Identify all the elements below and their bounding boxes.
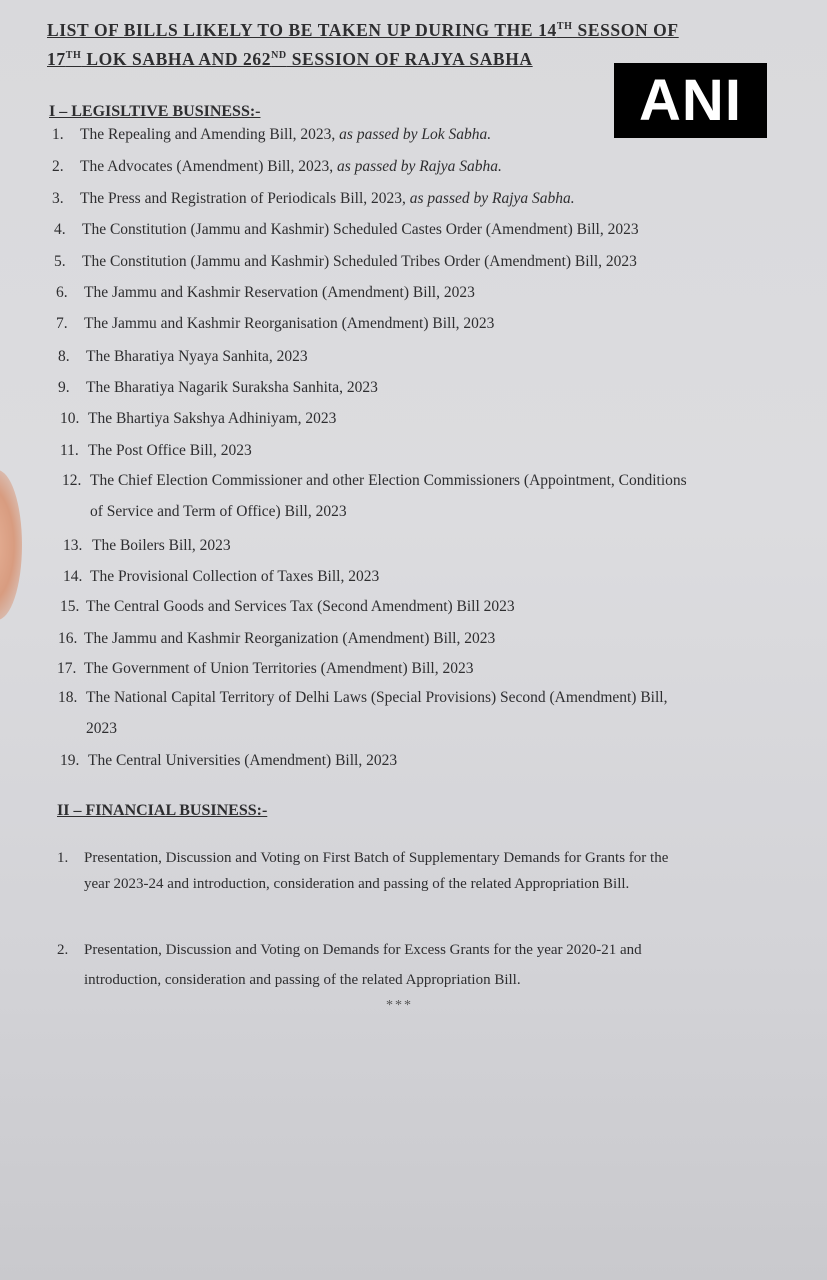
bill-title: The Constitution (Jammu and Kashmir) Scheduled Castes Order (Amendment) Bill, 2023 — [82, 221, 639, 238]
bill-number: 15. — [60, 598, 80, 615]
bill-number: 3. — [52, 190, 64, 207]
financial-item-continuation: introduction, consideration and passing of the related Appropriation Bill. — [84, 972, 521, 988]
bill-item — [63, 537, 231, 555]
bill-item — [58, 630, 495, 648]
bill-number: 1. — [52, 126, 64, 143]
bill-number: 6. — [56, 284, 68, 301]
ani-logo: ANI — [614, 63, 767, 138]
bill-title: The Repealing and Amending Bill, 2023, — [80, 126, 340, 143]
bill-number: 19. — [60, 752, 80, 769]
bill-number: 9. — [58, 379, 70, 396]
bill-item — [58, 379, 378, 397]
bill-number: 7. — [56, 315, 68, 332]
bill-item — [63, 568, 379, 586]
bill-title: The Government of Union Territories (Amendment) Bill, 2023 — [84, 660, 474, 677]
bill-title: The Bharatiya Nagarik Suraksha Sanhita, 2023 — [86, 379, 378, 396]
bill-item — [90, 503, 347, 521]
bill-item — [58, 689, 667, 707]
bill-item — [60, 410, 336, 428]
financial-item-text: Presentation, Discussion and Voting on First Batch of Supplementary Demands for Grants for the — [84, 850, 669, 866]
financial-item-number: 2. — [57, 942, 69, 958]
financial-item-text: Presentation, Discussion and Voting on Demands for Excess Grants for the year 2020-21 and — [84, 942, 642, 958]
bill-item — [56, 315, 494, 333]
financial-heading: II – FINANCIAL BUSINESS:- — [57, 802, 268, 819]
document-title-line1: LIST OF BILLS LIKELY TO BE TAKEN UP DURING THE 14TH SESSON OF — [47, 20, 679, 40]
bill-status-note: as passed by Rajya Sabha. — [337, 158, 502, 175]
bill-title: 2023 — [86, 720, 117, 737]
bill-title: The Provisional Collection of Taxes Bill, 2023 — [90, 568, 380, 585]
bill-title: The Jammu and Kashmir Reorganisation (Amendment) Bill, 2023 — [84, 315, 495, 332]
bill-item — [86, 720, 117, 738]
bill-title: The Constitution (Jammu and Kashmir) Scheduled Tribes Order (Amendment) Bill, 2023 — [82, 253, 637, 270]
bill-item — [60, 598, 515, 616]
bill-title: The National Capital Territory of Delhi Laws (Special Provisions) Second (Amendment) Bill, — [86, 689, 668, 706]
legislative-heading: I – LEGISLTIVE BUSINESS:- — [49, 103, 261, 120]
bill-title: The Boilers Bill, 2023 — [92, 537, 231, 554]
financial-item-continuation: year 2023-24 and introduction, consideration and passing of the related Appropriation Bill. — [84, 876, 630, 892]
document-title-line2: 17TH LOK SABHA AND 262ND SESSION OF RAJYA SABHA — [47, 49, 533, 69]
bill-title: The Jammu and Kashmir Reservation (Amendment) Bill, 2023 — [84, 284, 475, 301]
bill-item — [56, 284, 475, 302]
bill-number: 8. — [58, 348, 70, 365]
bill-title: The Chief Election Commissioner and other Election Commissioners (Appointment, Conditions — [90, 472, 687, 489]
bill-status-note: as passed by Rajya Sabha. — [409, 190, 575, 207]
bill-item — [60, 442, 252, 460]
financial-item — [57, 850, 668, 867]
financial-item-number: 1. — [57, 850, 69, 866]
bill-number: 13. — [63, 537, 83, 554]
bill-title: The Press and Registration of Periodicals Bill, 2023, — [80, 190, 410, 207]
bill-number: 2. — [52, 158, 64, 175]
bill-number: 11. — [60, 442, 79, 459]
bill-item — [58, 348, 308, 366]
bill-item — [60, 752, 397, 770]
bill-item — [52, 158, 502, 176]
bill-number: 16. — [58, 630, 78, 647]
bill-item — [52, 126, 491, 144]
bill-number: 14. — [63, 568, 83, 585]
bill-title: The Bharatiya Nyaya Sanhita, 2023 — [86, 348, 308, 365]
bill-title: The Advocates (Amendment) Bill, 2023, — [80, 158, 337, 175]
bill-number: 5. — [54, 253, 66, 270]
bill-number: 18. — [58, 689, 78, 706]
bill-item — [54, 253, 637, 271]
financial-item — [57, 942, 642, 959]
bill-number: 10. — [60, 410, 80, 427]
bill-status-note: as passed by Lok Sabha. — [339, 126, 492, 143]
bill-number: 12. — [62, 472, 82, 489]
bill-title: The Central Goods and Services Tax (Second Amendment) Bill 2023 — [86, 598, 515, 615]
bill-title: The Jammu and Kashmir Reorganization (Amendment) Bill, 2023 — [84, 630, 496, 647]
bill-title: of Service and Term of Office) Bill, 2023 — [90, 503, 347, 520]
bill-item — [52, 190, 575, 208]
bill-number: 4. — [54, 221, 66, 238]
thumb-edge — [0, 470, 22, 620]
bill-title: The Post Office Bill, 2023 — [88, 442, 252, 459]
bill-item — [62, 472, 687, 490]
bill-title: The Bhartiya Sakshya Adhiniyam, 2023 — [88, 410, 337, 427]
bill-number: 17. — [57, 660, 77, 677]
bill-title: The Central Universities (Amendment) Bill, 2023 — [88, 752, 398, 769]
end-marker: *** — [386, 998, 413, 1013]
bill-item — [54, 221, 639, 239]
bill-item — [57, 660, 474, 678]
